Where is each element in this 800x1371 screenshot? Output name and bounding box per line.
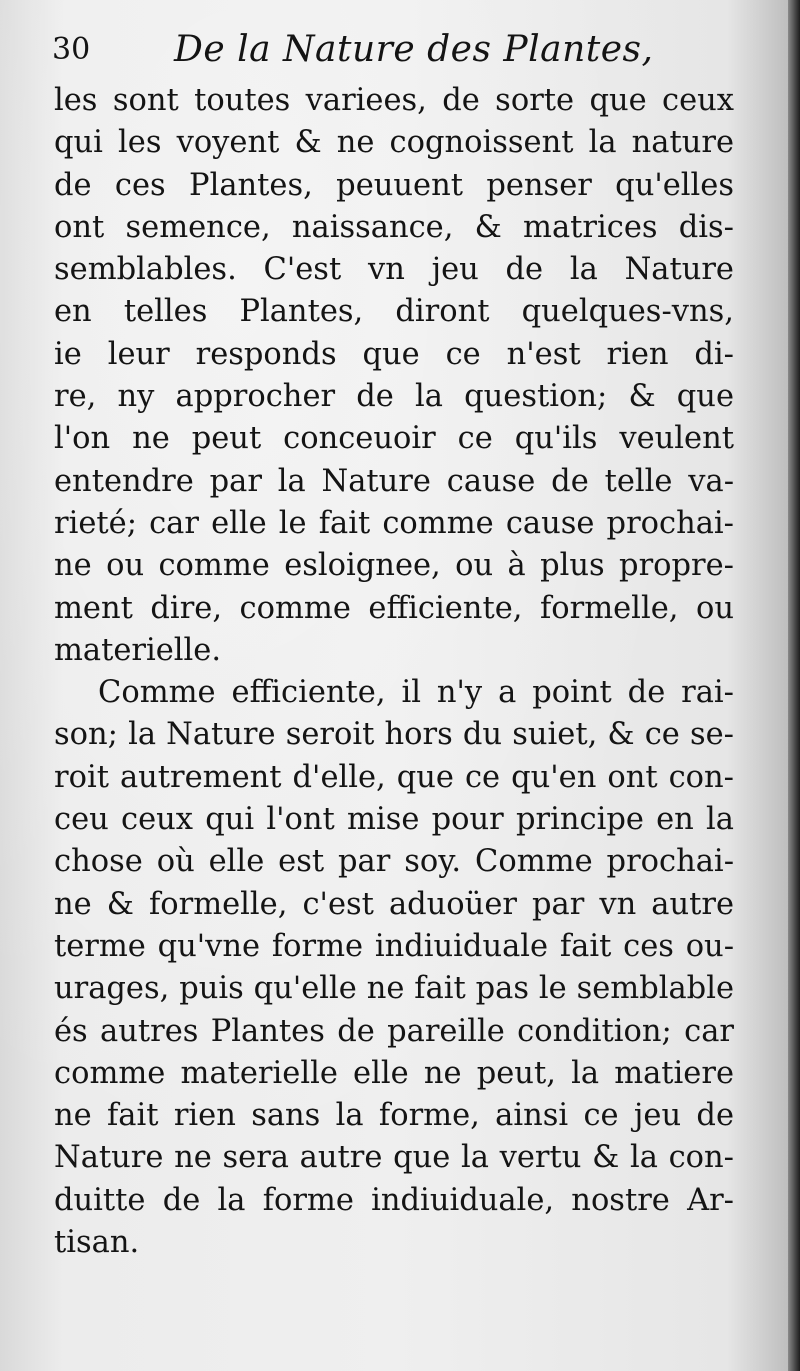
text-line: urages, puis qu'elle ne fait pas le semblable [54,971,734,1007]
text-line: comme materielle elle ne peut, la matiere [54,1055,734,1091]
text-line: duitte de la forme indiuiduale, nostre Ar- [54,1182,734,1218]
text-line: entendre par la Nature cause de telle va- [54,463,734,499]
text-line: roit autrement d'elle, que ce qu'en ont con- [54,759,734,795]
text-line: terme qu'vne forme indiuiduale fait ces ou- [54,928,734,964]
text-line: chose où elle est par soy. Comme prochai- [54,844,734,880]
text-line: re, ny approcher de la question; & que [54,379,734,415]
page-header [52,22,732,78]
text-line: qui les voyent & ne cognoissent la nature [54,125,734,161]
text-line: ne & formelle, c'est aduoüer par vn autre [54,886,734,922]
body-text [54,80,734,1264]
paragraph-1 [54,80,734,672]
text-line: son; la Nature seroit hors du suiet, & ce se- [54,717,734,753]
text-line: rieté; car elle le fait comme cause prochai- [54,505,734,541]
text-line: ie leur responds que ce n'est rien di- [54,336,734,372]
text-line: les sont toutes variees, de sorte que ceux [54,83,734,118]
paragraph-2 [54,672,734,1264]
text-line: l'on ne peut conceuoir ce qu'ils veulent [54,421,734,457]
text-line: en telles Plantes, diront quelques-vns, [54,294,734,330]
text-line: és autres Plantes de pareille condition; car [54,1013,734,1049]
text-line: ment dire, comme efficiente, formelle, ou [54,590,734,626]
page-number: 30 [52,32,91,67]
text-line: Comme efficiente, il n'y a point de rai- [98,675,734,711]
text-line: materielle. [54,632,222,668]
text-line: tisan. [54,1225,140,1261]
text-line: de ces Plantes, peuuent penser qu'elles [54,167,734,203]
running-title: De la Nature des Plantes, [174,29,654,70]
page-edge-shadow [788,0,800,1371]
text-line: semblables. C'est vn jeu de la Nature [54,252,734,288]
text-line: ne ou comme esloignee, ou à plus propre- [54,548,734,584]
text-line: ceu ceux qui l'ont mise pour principe en la [54,802,734,838]
text-line: ont semence, naissance, & matrices dis- [54,209,734,245]
text-line: Nature ne sera autre que la vertu & la con- [54,1140,734,1176]
text-line: ne fait rien sans la forme, ainsi ce jeu de [54,1098,734,1134]
